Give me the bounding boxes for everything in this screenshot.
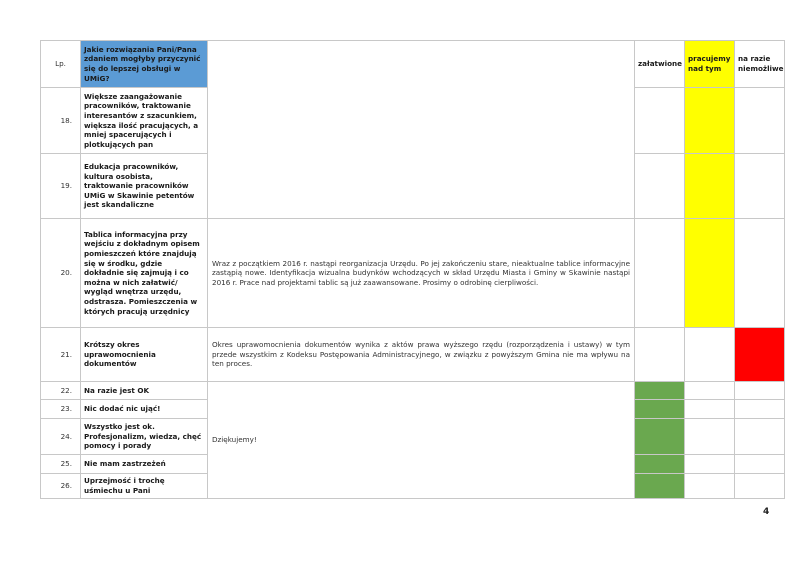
row-answer-merged: Dziękujemy! [208,382,635,499]
header-question: Jakie rozwiązania Pani/Pana zdaniem mogłyby przyczynić się do lepszej obsługi w UMiG? [81,41,208,88]
status-in-progress-cell [685,219,735,328]
table-row [41,328,785,382]
status-done-cell [635,455,685,474]
row-lp: 20. [41,219,81,328]
row-lp: 24. [41,419,81,455]
status-impossible-cell [735,154,785,219]
row-lp: 26. [41,474,81,499]
row-question: Edukacja pracowników, kultura osobista, traktowanie pracowników UMiG w Skawinie petentów jest skandaliczne [81,154,208,219]
status-in-progress-cell [685,382,735,400]
status-in-progress-cell [685,328,735,382]
table-row [41,382,785,400]
row-question: Większe zaangażowanie pracowników, traktowanie interesantów z szacunkiem, większa ilość pracujących, a mniej spacerujących i plotkujących pan [81,88,208,154]
status-impossible-cell [735,455,785,474]
header-status-impossible: na razie niemożliwe [735,41,785,88]
status-done-cell [635,400,685,419]
row-question: Tablica informacyjna przy wejściu z dokładnym opisem pomieszczeń które znajdują się w środku, gdzie dokładnie się zajmują i co można w nich załatwić/ wygląd wnętrza urzędu, odstrasza. Pomieszczenia w których pracują urzędnicy [81,219,208,328]
row-question: Nie mam zastrzeżeń [81,455,208,474]
survey-table [40,40,785,499]
row-lp: 23. [41,400,81,419]
status-done-cell [635,154,685,219]
status-in-progress-cell [685,455,735,474]
status-impossible-cell [735,474,785,499]
status-in-progress-cell [685,400,735,419]
status-done-cell [635,219,685,328]
status-done-cell [635,88,685,154]
table-header-row [41,41,785,88]
row-lp: 22. [41,382,81,400]
status-impossible-cell [735,419,785,455]
header-lp: Lp. [41,41,81,88]
header-status-in-progress: pracujemy nad tym [685,41,735,88]
status-in-progress-cell [685,419,735,455]
row-question: Wszystko jest ok. Profesjonalizm, wiedza, chęć pomocy i porady [81,419,208,455]
status-impossible-cell [735,219,785,328]
status-done-cell [635,328,685,382]
row-question: Krótszy okres uprawomocnienia dokumentów [81,328,208,382]
row-question: Na razie jest OK [81,382,208,400]
status-done-cell [635,382,685,400]
row-lp: 19. [41,154,81,219]
row-lp: 25. [41,455,81,474]
row-lp: 21. [41,328,81,382]
status-impossible-cell [735,400,785,419]
header-status-done: załatwione [635,41,685,88]
page-number: 4 [763,507,770,517]
status-impossible-cell [735,88,785,154]
table-row [41,219,785,328]
row-answer: Wraz z początkiem 2016 r. nastąpi reorganizacja Urzędu. Po jej zakończeniu stare, nieaktualne tablice informacyjne zastąpią nowe. Identyfikacja wizualna budynków wchodzących w skład Urzędu Miasta i Gminy w Skawinie nastąpi 2016 r. Prace nad projektami tablic są już zaawansowane. Prosimy o odrobinę cierpliwości. [208,219,635,328]
row-lp: 18. [41,88,81,154]
status-impossible-cell [735,328,785,382]
row-question: Nic dodać nic ująć! [81,400,208,419]
status-done-cell [635,419,685,455]
status-in-progress-cell [685,474,735,499]
status-done-cell [635,474,685,499]
status-in-progress-cell [685,88,735,154]
row-question: Uprzejmość i trochę uśmiechu u Pani [81,474,208,499]
row-answer: Okres uprawomocnienia dokumentów wynika z aktów prawa wyższego rzędu (rozporządzenia i ustawy) w tym przede wszystkim z Kodeksu Postępowania Administracyjnego, w związku z powyższym Gmina nie ma wpływu na ten proces. [208,328,635,382]
status-impossible-cell [735,382,785,400]
answer-cell-18-19 [208,41,635,219]
status-in-progress-cell [685,154,735,219]
